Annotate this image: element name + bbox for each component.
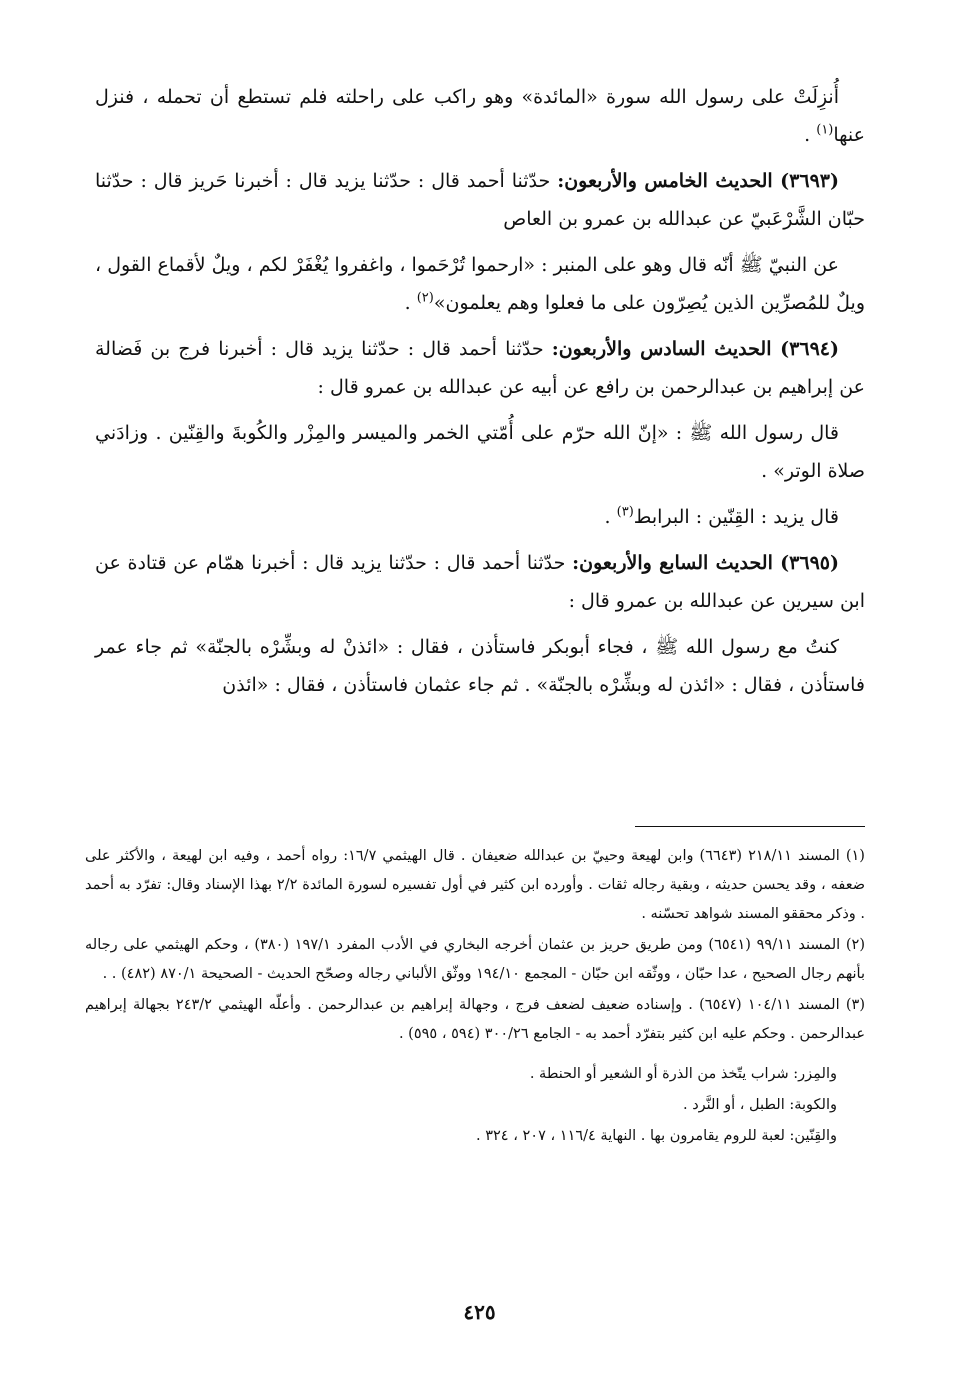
hadith-3694-matn	[95, 414, 865, 490]
hadith-3693-isnad	[95, 162, 865, 238]
footnote-divider	[635, 826, 865, 827]
hadith-title: الحديث الخامس والأربعون:	[557, 170, 781, 192]
gloss-qinnin: والقِنّين: لعبة للروم يقامرون بها . النهاية ١١٦/٤ ، ٢٠٧ ، ٣٢٤ .	[476, 1128, 837, 1144]
isnad-text: حدّثنا أحمد قال : حدّثنا يزيد قال : أخبرنا همّام عن قتادة عن ابن سيرين عن عبدالله بن عمرو قال :	[95, 552, 865, 612]
footnote-marker: (٣)	[616, 504, 634, 520]
hadith-number: (٣٦٩٣)	[780, 170, 839, 192]
footnote-2: (٢) المسند ٩٩/١١ (٦٥٤١) ومن طريق حريز بن عثمان أخرجه البخاري في الأدب المفرد ١٩٧/١ (٣٨٠) ، وحكم الهيثمي على رجاله بأنهم رجال الصحيح ، عدا حبّان ، ووثّقه ابن حبّان - المجمع ١٩٤/١٠ ووثّق الألباني رجاله وصحّح الحديث - الصحيحة ٨٧٠/١ (٤٨٢) . .	[85, 937, 865, 982]
hadith-number: (٣٦٩٤)	[780, 338, 839, 360]
gloss-kuba: والكوبة: الطبل ، أو النَّرد .	[683, 1097, 837, 1113]
glossary	[85, 1059, 865, 1152]
hadith-title: الحديث السابع والأربعون:	[572, 552, 781, 574]
isnad-text: حدّثنا أحمد قال : حدّثنا يزيد قال : أخبرنا فرج بن فَضالة عن إبراهيم بن عبدالرحمن بن رافع عن أبيه عن عبدالله بن عمرو قال :	[95, 338, 865, 398]
hadith-number: (٣٦٩٥)	[780, 552, 839, 574]
footnote-marker: (٢)	[416, 290, 434, 306]
page-number: ٤٢٥	[463, 1300, 496, 1324]
footnote-marker: (١)	[816, 122, 834, 138]
matn-text: عن النبيّ ﷺ أنّه قال وهو على المنبر : «ارحموا تُرْحَموا ، واغفروا يُغْفَرْ لكم ، ويلٌ لأقماع القول ، ويلٌ للمُصرِّين الذين يُصِرّون على ما فعلوا وهم يعلمون»	[95, 254, 865, 314]
footnote-3: (٣) المسند ١٠٤/١١ (٦٥٤٧) . وإسناده ضعيف لضعف فرج ، وجهالة إبراهيم بن عبدالرحمن . وأعلّه الهيثمي ٢٤٣/٢ بجهالة إبراهيم عبدالرحمن . وحكم عليه ابن كثير بتفرّد أحمد به - الجامع ٣٠٠/٢٦ (٥٩٤ ، ٥٩٥) .	[85, 997, 865, 1042]
isnad-text: حدّثنا أحمد قال : حدّثنا يزيد قال : أخبرنا حَريز قال : حدّثنا حبّان الشَّرْعَبيّ عن عبدالله بن عمرو بن العاص	[95, 170, 865, 230]
main-text	[95, 78, 865, 712]
hadith-3694-comment: قال يزيد : القِنّين : البرابط$^{(٣)}$ .	[604, 504, 839, 528]
hadith-3695-matn	[95, 628, 865, 704]
hadith-3693-matn: عن النبيّ ﷺ أنّه قال وهو على المنبر : «ارحموا تُرْحَموا ، واغفروا يُغْفَرْ لكم ، ويلٌ لأقماع القول ، ويلٌ للمُصرِّين الذين يُصِرّون على ما فعلوا وهم يعلمون»$^{(٢)}$ .	[95, 254, 865, 314]
matn-text: كنتُ مع رسول الله ﷺ ، فجاء أبوبكر فاستأذن ، فقال : «ائذنْ له وبشِّرْه بالجنّة» ثم جاء عمر فاستأذن ، فقال : «ائذن له وبشِّرْه بالجنّة» . ثم جاء عثمان فاستأذن ، فقال : «ائذن	[95, 636, 865, 696]
footnote-1: (١) المسند ٢١٨/١١ (٦٦٤٣) وابن لهيعة وحييّ بن عبدالله ضعيفان . قال الهيثمي ١٦/٧: رواه أحمد ، وفيه ابن لهيعة ، والأكثر على ضعفه ، وقد يحسن حديثه ، وبقية رجاله ثقات . وأورده ابن كثير في أول تفسيره لسورة المائدة ٢/٢ بهذا الإسناد وقال: تفرّد به أحمد . وذكر محققو المسند شواهد تحسّنه .	[85, 848, 866, 922]
comment-text: قال يزيد : القِنّين : البرابط	[633, 506, 839, 528]
hadith-3695-isnad	[95, 544, 865, 620]
opening-text: أُنزِلَتْ على رسول الله سورة «المائدة» وهو راكب على راحلته فلم تستطع أن تحمله ، فنزل عنها	[95, 86, 865, 146]
matn-text: قال رسول الله ﷺ : «إنّ الله حرّم على أُمّتي الخمر والميسر والمِزْر والكُوبةَ والقِنّين . وزادَني صلاة الوتر» .	[95, 422, 865, 482]
hadith-3694-isnad	[95, 330, 865, 406]
opening-paragraph: أُنزِلَتْ على رسول الله سورة «المائدة» وهو راكب على راحلته فلم تستطع أن تحمله ، فنزل عنها$^{(١)}$ .	[95, 86, 865, 146]
gloss-mizr: والمِزر: شراب يتّخذ من الذرة أو الشعير أو الحنطة .	[529, 1066, 837, 1082]
hadith-title: الحديث السادس والأربعون:	[551, 338, 781, 360]
footnotes	[85, 842, 865, 1152]
